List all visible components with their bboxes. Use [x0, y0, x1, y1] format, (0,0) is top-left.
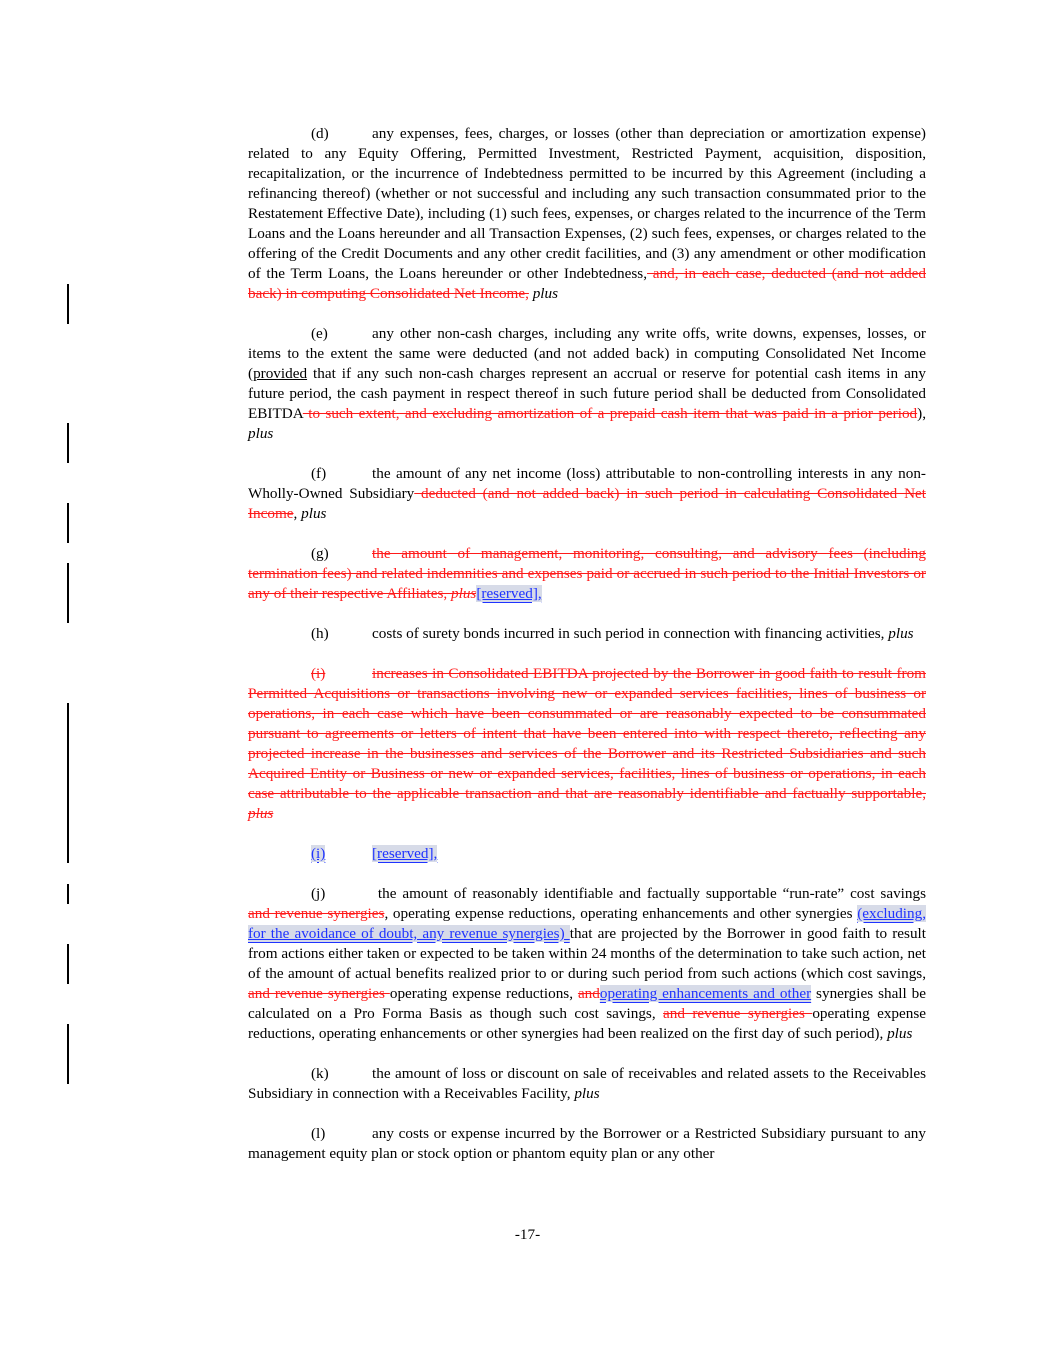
clause-f — [248, 464, 926, 524]
clause-label: (i) — [311, 665, 326, 682]
change-bar — [67, 944, 69, 984]
clause-text: any other non-cash charges, including any write offs, write downs, expenses, losses, or items to the extent the same were deducted (and not added back) in computing Consolidated Net Income ( — [248, 325, 926, 382]
clause-g — [248, 544, 926, 604]
deleted-plus-word: plus — [451, 585, 477, 602]
clause-i-inserted — [248, 844, 926, 864]
clause-e — [248, 324, 926, 444]
clause-j — [248, 884, 926, 1044]
clause-label: (i) — [311, 845, 326, 862]
plus-word: plus — [887, 1025, 913, 1042]
clause-label: (k) — [311, 1065, 329, 1082]
clause-text: that are projected by the Borrower in good faith to result from actions either taken or expected to be taken within 24 months of the determination to take such action, net of the amount of actual benefits realized prior to or during such period from such actions (which cost savings, — [248, 925, 926, 982]
deleted-text: deducted (and not added back) in such period in calculating Consolidated Net Income — [248, 485, 926, 522]
plus-word: plus — [248, 425, 274, 442]
clause-text: the amount of any net income (loss) attributable to non-controlling interests in any non-Wholly-Owned Subsidiary — [248, 465, 926, 502]
deleted-plus-word: plus — [248, 805, 274, 822]
clause-text: the amount of loss or discount on sale of receivables and related assets to the Receivables Subsidiary in connection with a Receivables Facility, — [248, 1065, 926, 1102]
deleted-text: and revenue synergies — [663, 1005, 813, 1022]
clause-d — [248, 124, 926, 304]
change-bar — [67, 563, 69, 623]
clause-text: that if any such non-cash charges represent an accrual or reserve for potential cash items in any future period, the cash payment in respect thereof in such future period shall be deducted from Consolidated EBITDA — [248, 365, 926, 422]
clause-label: (j) — [311, 885, 326, 902]
clause-label: (g) — [311, 545, 329, 562]
clause-label: (h) — [311, 625, 329, 642]
clause-label: (d) — [311, 125, 329, 142]
change-bar — [67, 703, 69, 863]
change-bar — [67, 503, 69, 543]
clause-k — [248, 1064, 926, 1104]
document-body — [248, 124, 926, 1164]
change-bar — [67, 423, 69, 463]
clause-label: (e) — [311, 325, 328, 342]
inserted-text: (excluding, for the avoidance of doubt, any revenue synergies) — [248, 905, 926, 942]
clause-i-deleted — [248, 664, 926, 824]
change-bar — [67, 884, 69, 904]
clause-text: any costs or expense incurred by the Borrower or a Restricted Subsidiary pursuant to any management equity plan or stock option or phantom equity plan or any other — [248, 1125, 926, 1162]
clause-h — [248, 624, 926, 644]
provided-term: provided — [253, 365, 308, 382]
clause-text: operating expense reductions, operating enhancements or other synergies had been realized on the first day of such period), — [248, 1005, 926, 1042]
clause-text: synergies shall be calculated on a Pro Forma Basis as though such cost savings, — [248, 985, 926, 1022]
deleted-text: and revenue synergies — [248, 985, 390, 1002]
page-number: -17- — [514, 1226, 541, 1243]
clause-text: costs of surety bonds incurred in such period in connection with financing activities, — [372, 625, 889, 642]
clause-text: , — [293, 505, 302, 522]
deleted-text: and — [577, 985, 600, 1002]
clause-text: any expenses, fees, charges, or losses (other than depreciation or amortization expense) related to any Equity Offering, Permitted Investment, Restricted Payment, acquisition, disposition, recapitalization, or the incurrence of Indebtedness permitted to be incurred by this Agreement (including a refinancing thereof) (whether or not successful and including any such transaction consummated prior to the Restatement Effective Date), including (1) such fees, expenses, or charges related to the incurrence of the Term Loans and the Loans hereunder and all Transaction Expenses, (2) such fees, expenses, or charges related to the offering of the Credit Documents and any other credit facilities, and (3) any amendment or other modification of the Term Loans, the Loans hereunder or other Indebtedness, — [248, 125, 926, 282]
plus-word: plus — [888, 625, 914, 642]
clause-text: the amount of reasonably identifiable and factually supportable “run-rate” cost savings — [372, 885, 926, 902]
clause-text: operating expense reductions, — [389, 985, 578, 1002]
plus-word: plus — [301, 505, 327, 522]
inserted-text: [reserved], — [476, 585, 542, 602]
deleted-text: increases in Consolidated EBITDA projected by the Borrower in good faith to result from Permitted Acquisitions or transactions involving new or expanded services facilities, lines of business or operations, in each case which have been consummated or are reasonably expected to be consummated pursuant to agreements or letters of intent that have been entered into with respect thereto, reflecting any projected increase in the businesses and services of the Borrower and its Restricted Subsidiaries and such Acquired Entity or Business or new or expanded services, facilities, lines of business or operations, in each case attributable to the applicable transaction and that are reasonably identifiable and factually supportable, — [248, 665, 926, 802]
deleted-text: the amount of management, monitoring, consulting, and advisory fees (including termination fees) and related indemnities and expenses paid or accrued in such period to the Initial Investors or any of their respective Affiliates, — [248, 545, 926, 602]
clause-label: (f) — [311, 465, 327, 482]
deleted-text: and revenue synergies — [248, 905, 385, 922]
clause-label: (l) — [311, 1125, 326, 1142]
plus-word: plus — [532, 285, 559, 302]
clause-text: ), — [917, 405, 926, 422]
clause-text: , operating expense reductions, operating enhancements and other synergies — [384, 905, 858, 922]
clause-l — [248, 1124, 926, 1164]
change-bar — [67, 1024, 69, 1084]
deleted-text: to such extent, and excluding amortization of a prepaid cash item that was paid in a prior period — [302, 405, 918, 422]
inserted-text: operating enhancements and other — [599, 985, 812, 1002]
deleted-text: and, in each case, deducted (and not added back) in computing Consolidated Net Income, — [248, 265, 927, 302]
change-bar — [67, 284, 69, 324]
inserted-text: [reserved], — [372, 845, 438, 862]
plus-word: plus — [574, 1085, 600, 1102]
